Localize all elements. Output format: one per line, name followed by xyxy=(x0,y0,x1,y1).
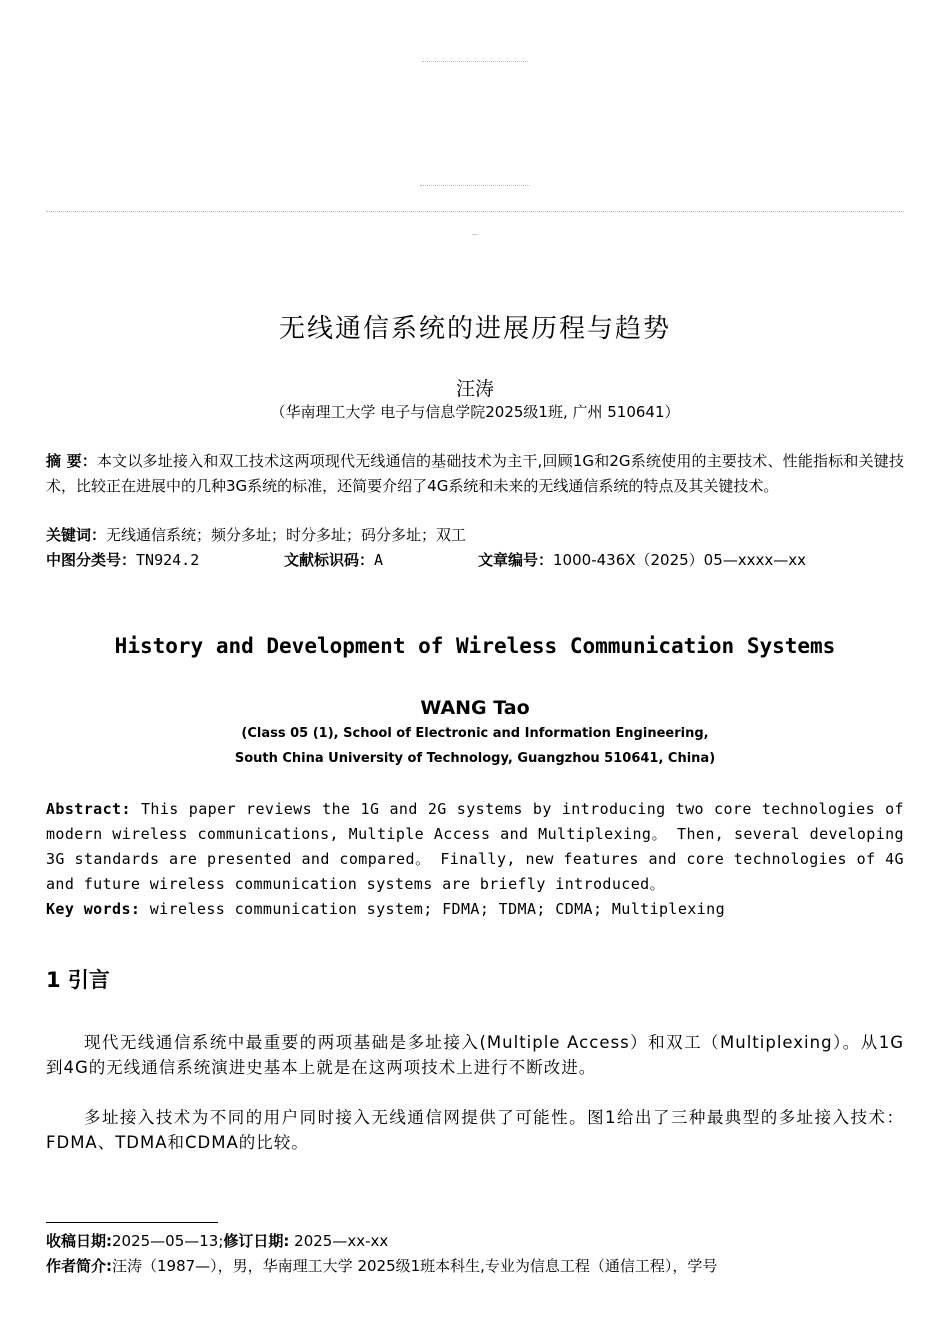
doc-code-value: A xyxy=(374,551,384,569)
doc-code-label: 文献标识码： xyxy=(284,551,375,569)
author-name-cn: 汪涛 xyxy=(455,378,494,400)
abstract-cn xyxy=(46,449,904,499)
footnote-rule xyxy=(46,1222,218,1223)
keywords-cn xyxy=(46,523,904,548)
keywords-cn-text: 无线通信系统；频分多址；时分多址；码分多址；双工 xyxy=(106,526,467,544)
classification-line xyxy=(46,548,904,573)
abstract-en xyxy=(46,797,904,897)
doc-code-field xyxy=(284,548,383,573)
abstract-cn-text: 本文以多址接入和双工技术这两项现代无线通信的基础技术为主干,回顾1G和2G系统使用的主要技术、性能指标和关键技术，比较正在进展中的几种3G系统的标准，还简要介绍了4G系统和未来的无线通信系统的特点及其关键技术。 xyxy=(46,452,904,495)
article-number-label: 文章编号： xyxy=(478,551,554,569)
footnote-dates xyxy=(46,1229,904,1254)
keywords-cn-label: 关键词： xyxy=(46,526,107,544)
article-number-field xyxy=(478,548,806,573)
abstract-cn-label: 摘 要： xyxy=(46,452,97,470)
author-name-en: WANG Tao xyxy=(420,697,530,719)
affiliation-en-line1: (Class 05 (1), School of Electronic and Information Engineering, xyxy=(241,726,709,741)
keywords-en-text: wireless communication system; FDMA; TDMA; CDMA; Multiplexing xyxy=(140,900,726,918)
header-rule-middle xyxy=(420,185,530,186)
header-rule-top xyxy=(422,61,528,62)
clc-value: TN924.2 xyxy=(136,551,200,569)
author-bio-text: 汪涛（1987—），男，华南理工大学 2025级1班本科生,专业为信息工程（通信工程），学号 xyxy=(112,1257,718,1275)
abstract-en-text: This paper reviews the 1G and 2G systems by introducing two core technologies of modern wireless communications, Multiple Access and Multiplexing。 Then, several developing 3G standards are presented and compared。 Finally, new features and core technologies of 4G and future wireless communication systems are briefly introduced。 xyxy=(46,800,904,893)
intro-paragraph-1: 现代无线通信系统中最重要的两项基础是多址接入(Multiple Access）和双工（Multiplexing）。从1G到4G的无线通信系统演进史基本上就是在这两项技术上进行不断改进。 xyxy=(46,1033,904,1077)
header-mark xyxy=(472,234,478,235)
footnote-author-bio xyxy=(46,1254,904,1279)
affiliation-en-line2: South China University of Technology, Guangzhou 510641, China) xyxy=(234,751,716,766)
header-rule-long xyxy=(46,211,904,212)
author-bio-label: 作者简介: xyxy=(46,1257,112,1275)
article-number-value: 1000-436X（2025）05—xxxx—xx xyxy=(553,551,807,569)
revised-date-label: 修订日期: xyxy=(223,1232,290,1250)
section-heading-introduction: 1 引言 xyxy=(46,968,110,992)
keywords-en-label: Key words: xyxy=(46,900,141,918)
abstract-en-label: Abstract: xyxy=(46,800,131,818)
keywords-en xyxy=(46,897,904,922)
intro-paragraph-2: 多址接入技术为不同的用户同时接入无线通信网提供了可能性。图1给出了三种最典型的多址接入技术：FDMA、TDMA和CDMA的比较。 xyxy=(46,1108,904,1152)
clc-label: 中图分类号： xyxy=(46,551,137,569)
paper-title-en: History and Development of Wireless Communication Systems xyxy=(114,634,836,658)
affiliation-cn: （华南理工大学 电子与信息学院2025级1班, 广州 510641） xyxy=(270,403,680,421)
received-date-value: 2025—05—13; xyxy=(112,1232,224,1250)
clc-field xyxy=(46,548,199,573)
revised-date-value: 2025—xx-xx xyxy=(289,1232,389,1250)
paper-title-cn: 无线通信系统的进展历程与趋势 xyxy=(278,314,671,344)
received-date-label: 收稿日期: xyxy=(46,1232,112,1250)
